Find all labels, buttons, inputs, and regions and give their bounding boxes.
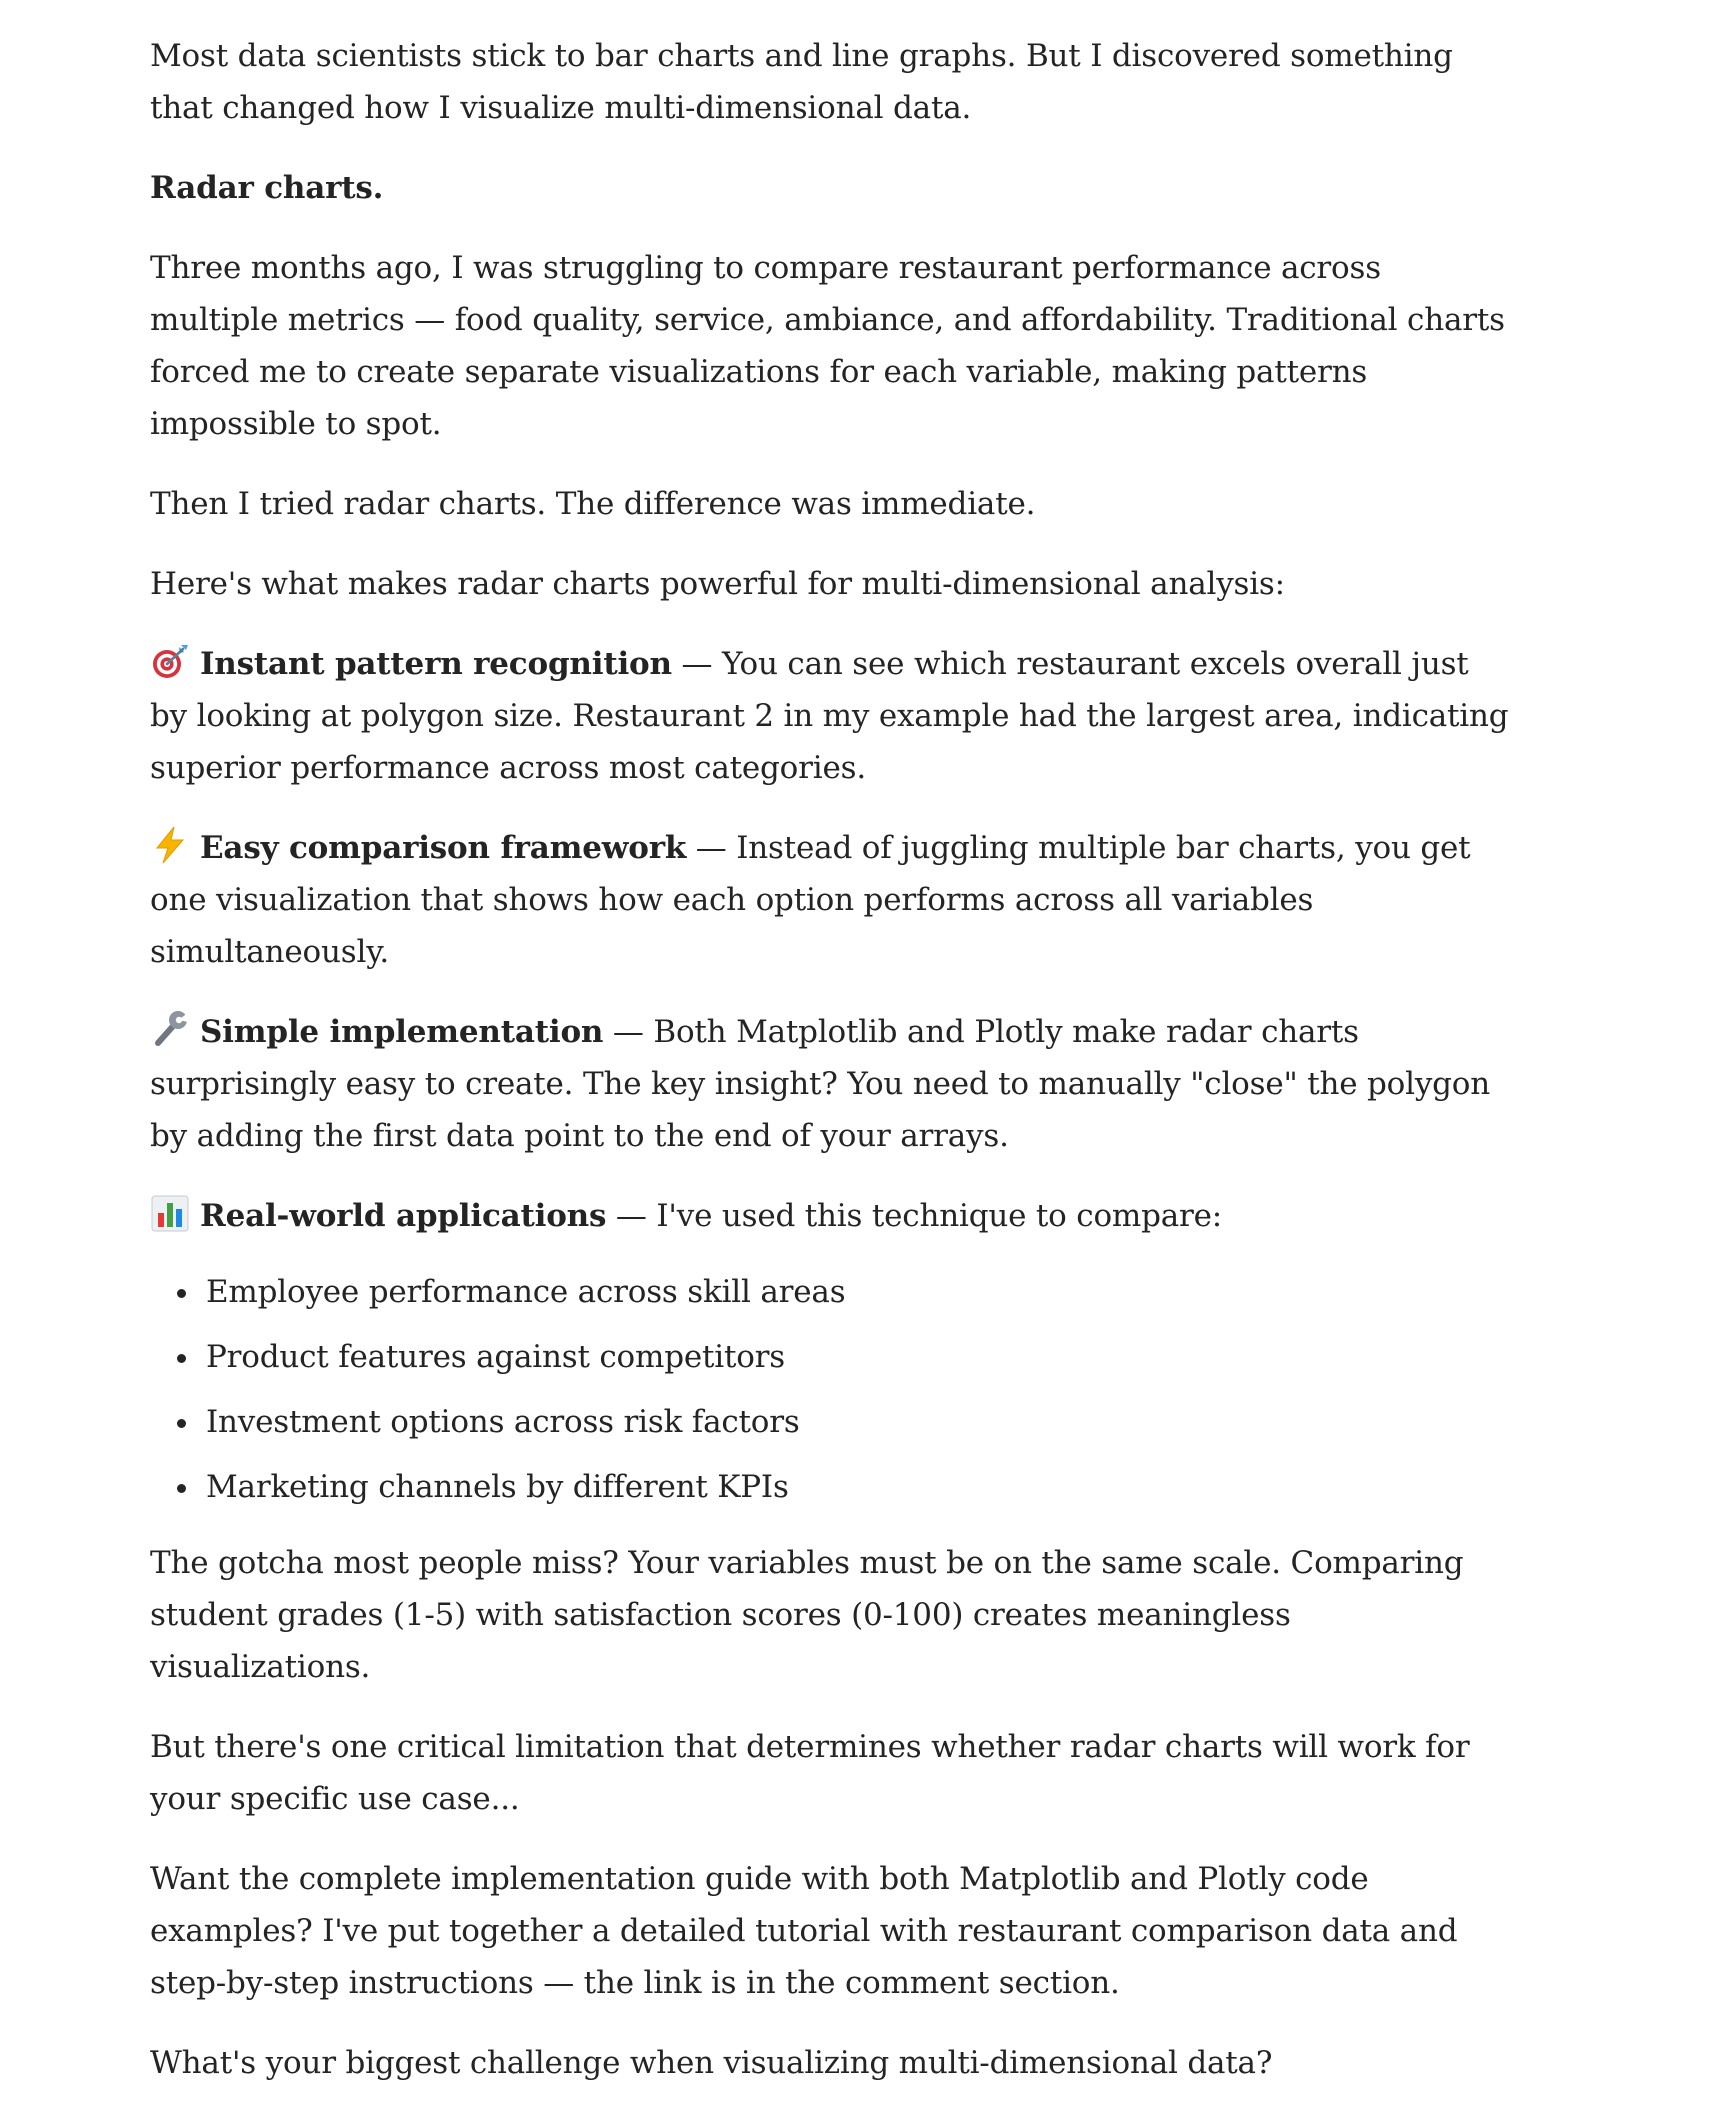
struggle-paragraph: Three months ago, I was struggling to compare restaurant performance across multiple metrics — food quality, service, ambiance, and affordability. Traditional charts forced me to create separate visualizations for each variable, making patterns impossible to spot.	[150, 250, 1505, 442]
point-text: — Instead of juggling multiple bar charts, you get one visualization that shows how each option performs across all variables simultaneously.	[150, 830, 1471, 970]
lead-in-paragraph: Here's what makes radar charts powerful for multi-dimensional analysis:	[150, 566, 1285, 602]
point-real-world-applications	[150, 1190, 1510, 1242]
target-icon	[150, 641, 190, 681]
point-pattern-recognition	[150, 638, 1510, 794]
list-item: Marketing channels by different KPIs	[206, 1461, 1510, 1513]
bar-chart-icon	[150, 1193, 190, 1233]
list-item: Employee performance across skill areas	[206, 1266, 1510, 1318]
list-item: Product features against competitors	[206, 1331, 1510, 1383]
point-title: Simple implementation	[200, 1014, 604, 1050]
applications-list	[150, 1266, 1510, 1513]
tried-paragraph: Then I tried radar charts. The difference was immediate.	[150, 486, 1036, 522]
list-item: Investment options across risk factors	[206, 1396, 1510, 1448]
question-paragraph: What's your biggest challenge when visualizing multi-dimensional data?	[150, 2045, 1273, 2081]
radar-heading: Radar charts.	[150, 170, 384, 206]
point-text: — I've used this technique to compare:	[606, 1198, 1223, 1234]
point-title: Instant pattern recognition	[200, 646, 672, 682]
point-simple-implementation	[150, 1006, 1510, 1162]
point-title: Easy comparison framework	[200, 830, 687, 866]
cta-paragraph: Want the complete implementation guide with both Matplotlib and Plotly code examples? I've put together a detailed tutorial with restaurant comparison data and step-by-step instructions — the link is in the comment section.	[150, 1861, 1458, 2001]
point-title: Real-world applications	[200, 1198, 607, 1234]
article-body	[150, 30, 1510, 2117]
point-comparison-framework	[150, 822, 1510, 978]
gotcha-paragraph: The gotcha most people miss? Your variables must be on the same scale. Comparing student grades (1-5) with satisfaction scores (0-100) creates meaningless visualizations.	[150, 1545, 1464, 1685]
heading-paragraph	[150, 162, 1510, 214]
point-text: — Both Matplotlib and Plotly make radar charts surprisingly easy to create. The key insight? You need to manually "close" the polygon by adding the first data point to the end of your arrays.	[150, 1014, 1491, 1154]
limitation-paragraph: But there's one critical limitation that determines whether radar charts will work for your specific use case...	[150, 1729, 1470, 1817]
lightning-icon	[150, 825, 190, 865]
wrench-icon	[150, 1009, 190, 1049]
point-text: — You can see which restaurant excels overall just by looking at polygon size. Restaurant 2 in my example had the largest area, indicating superior performance across most categories.	[150, 646, 1509, 786]
intro-paragraph: Most data scientists stick to bar charts and line graphs. But I discovered something that changed how I visualize multi-dimensional data.	[150, 38, 1453, 126]
